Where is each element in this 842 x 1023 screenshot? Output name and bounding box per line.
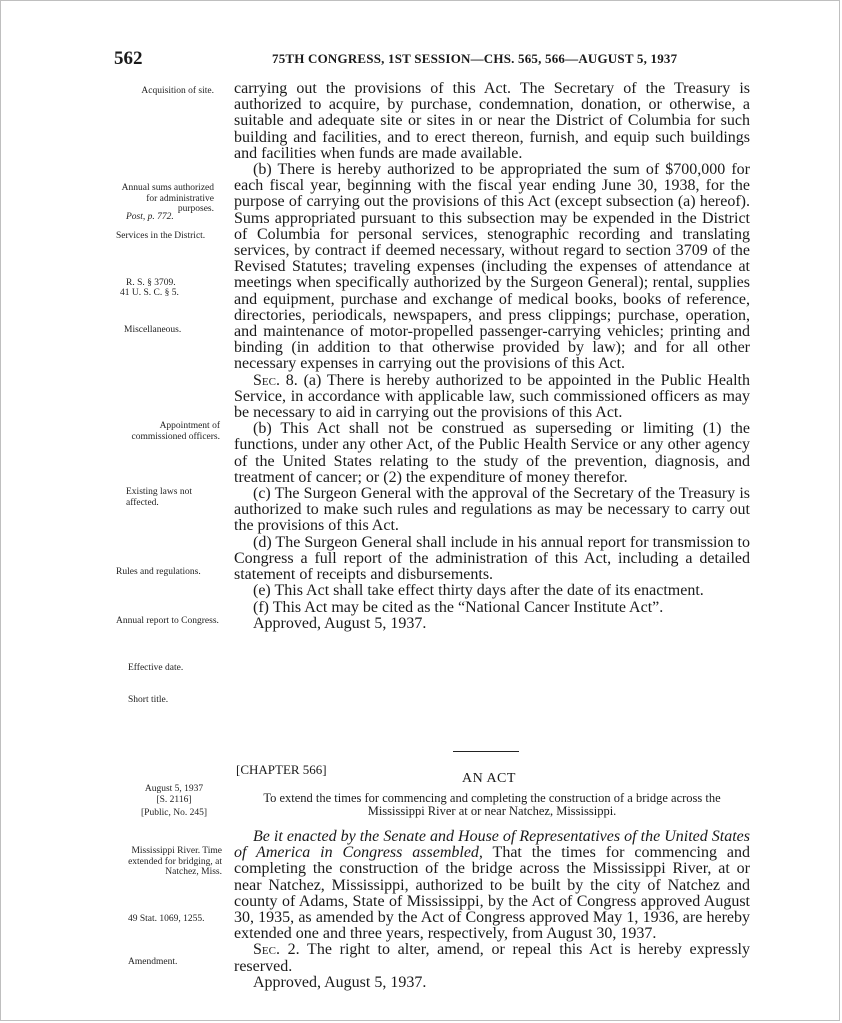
- section-2-label: Sec. 2.: [253, 941, 300, 959]
- paragraph-section-8f: (f) This Act may be cited as the “National Cancer Institute Act”.: [253, 598, 664, 616]
- approval-line-565: Approved, August 5, 1937.: [253, 614, 427, 632]
- chapter-565-text: [234, 81, 750, 632]
- enacting-clause-text: That the times for commencing and completing the construction of the bridge across the Mississippi River, at or near Natchez, Mississippi, authorized to be built by the city of Natchez and county of Adams, State of Mississippi, by the Act of Congress approved August 30, 1935, as amended by the Act of Congress approved May 1, 1936, are hereby extended one and three years, respectively, from August 30, 1937.: [234, 844, 750, 943]
- section-2-text: The right to alter, amend, or repeal this Act is hereby expressly reserved.: [234, 941, 750, 975]
- margin-note-acquisition: Acquisition of site.: [141, 86, 214, 96]
- margin-note-services: Services in the District.: [116, 231, 206, 241]
- margin-note-rules: Rules and regulations.: [116, 567, 201, 577]
- page-header: [0, 48, 842, 70]
- margin-note-post-ref: Post, p. 772.: [126, 212, 174, 222]
- enacting-clause: [234, 829, 750, 942]
- paragraph-section-2: [234, 942, 750, 974]
- margin-note-existing-laws: Existing laws not affected.: [126, 487, 192, 508]
- margin-note-date: August 5, 1937: [144, 784, 204, 794]
- paragraph-site: carrying out the provisions of this Act. The Secretary of the Treasury is authorized to acquire, by purchase, condemnation, donation, or otherwise, a suitable and adequate site or sites in or near the District of Columbia for such building and facilities, and to erect thereon, furnish, and equip such buildings and facilities when funds are made available.: [234, 80, 750, 162]
- margin-note-stat: 49 Stat. 1069, 1255.: [128, 914, 205, 924]
- paragraph-section-8a: [234, 373, 750, 422]
- enacting-clause-italic: Be it enacted by the Senate and House of Representatives of the United States of America in Congress assembled,: [234, 828, 750, 862]
- margin-note-public-law: [Public, No. 245]: [141, 808, 207, 818]
- chapter-label: [CHAPTER 566]: [236, 762, 327, 777]
- running-head: 75TH CONGRESS, 1ST SESSION—CHS. 565, 566—AUGUST 5, 1937: [272, 51, 678, 66]
- page-number: 562: [114, 48, 143, 69]
- margin-note-annual-report: Annual report to Congress.: [116, 616, 219, 626]
- act-title: AN ACT: [462, 771, 516, 786]
- margin-note-effective-date: Effective date.: [128, 663, 184, 673]
- section-8a-text: (a) There is hereby authorized to be appointed in the Public Health Service, in accordance with applicable law, such commissioned officers as may be necessary to aid in carrying out the provisions of this Act.: [234, 371, 750, 422]
- section-8-label: Sec. 8.: [253, 371, 298, 389]
- chapter-566-text: [234, 829, 750, 991]
- paragraph-appropriations: (b) There is hereby authorized to be appropriated the sum of $700,000 for each fiscal year, beginning with the fiscal year ending June 30, 1938, for the purpose of carrying out the provisions of this Act (except subsection (a) hereof). Sums appropriated pursuant to this subsection may be expended in the District of Columbia for personal services, stenographic recording and translating services, by contract if deemed necessary, without regard to section 3709 of the Revised Statutes; traveling expenses (including the expenses of attendance at meetings when specifically authorized by the Surgeon General); rental, supplies and equipment, purchase and exchange of medical books, books of reference, directories, periodicals, newspapers, and press clippings; purchase, operation, and maintenance of motor-propelled passenger-carrying vehicles; printing and binding (in addition to that otherwise provided by law); and for all other necessary expenses in carrying out the provisions of this Act.: [234, 161, 750, 373]
- margin-note-bill-number: [S. 2116]: [156, 795, 192, 805]
- margin-note-short-title: Short title.: [128, 695, 169, 705]
- paragraph-section-8e: (e) This Act shall take effect thirty days after the date of its enactment.: [253, 582, 704, 600]
- margin-note-amendment: Amendment.: [128, 957, 178, 967]
- margin-note-annual-sums: Annual sums authorized for administrative purposes.: [121, 183, 214, 214]
- margin-note-usc: 41 U. S. C. § 5.: [120, 288, 179, 298]
- paragraph-section-8c: (c) The Surgeon General with the approval of the Secretary of the Treasury is authorized to make such rules and regulations as may be necessary to carry out the provisions of this Act.: [234, 485, 750, 535]
- section-divider: [453, 751, 519, 752]
- margin-note-appointment: Appointment of commissioned officers.: [131, 421, 220, 442]
- paragraph-section-8d: (d) The Surgeon General shall include in his annual report for transmission to Congress a full report of the administration of this Act, including a detailed statement of receipts and disbursements.: [234, 533, 750, 584]
- margin-note-mississippi: Mississippi River. Time extended for bridging, at Natchez, Miss.: [128, 846, 222, 877]
- act-purpose: To extend the times for commencing and completing the construction of a bridge across the Mississippi River at or near Natchez, Mississippi.: [263, 791, 721, 818]
- margin-note-rs: R. S. § 3709.: [126, 278, 176, 288]
- paragraph-section-8b: (b) This Act shall not be construed as superseding or limiting (1) the functions, under any other Act, of the Public Health Service or any other agency of the United States relating to the study of the prevention, diagnosis, and treatment of cancer; or (2) the expenditure of money therefor.: [234, 420, 750, 486]
- margin-note-miscellaneous: Miscellaneous.: [124, 325, 182, 335]
- approval-line-566: Approved, August 5, 1937.: [253, 973, 427, 991]
